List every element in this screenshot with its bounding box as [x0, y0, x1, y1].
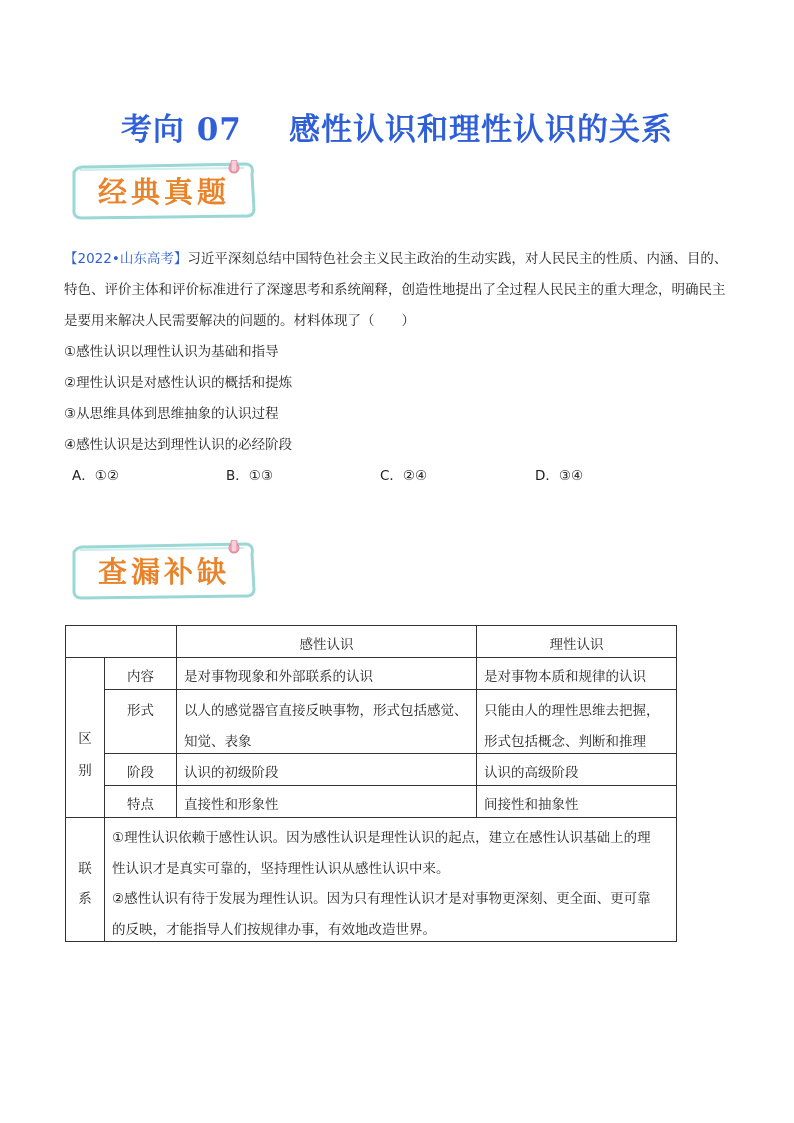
statement-4: ④感性认识是达到理性认识的必经阶段 [64, 437, 293, 453]
row-label-stage: 阶段 [127, 765, 154, 781]
cell-form-rational-line1: 只能由人的理性思维去把握， [484, 703, 660, 719]
relation-line-2: 性认识才是真实可靠的，坚持理性认识从感性认识中来。 [112, 861, 450, 877]
cell-content-perceptual: 是对事物现象和外部联系的认识 [184, 669, 373, 685]
question-source: 【2022•山东高考】 [64, 251, 188, 267]
banner-title-review: 查漏补缺 [98, 555, 231, 589]
choice-d[interactable]: D．③④ [535, 468, 584, 484]
cell-content-rational: 是对事物本质和规律的认识 [484, 669, 646, 685]
choice-a[interactable]: A．①② [72, 468, 119, 484]
statement-1: ①感性认识以理性认识为基础和指导 [64, 344, 279, 360]
relation-line-3: ②感性认识有待于发展为理性认识。因为只有理性认识才是对事物更深刻、更全面、更可靠 [112, 891, 651, 907]
table-header-perceptual: 感性认识 [299, 637, 354, 653]
page-title: 考向 07 感性认识和理性认识的关系 [120, 112, 674, 148]
group-label-difference-2: 别 [78, 763, 92, 779]
cell-stage-rational: 认识的高级阶段 [484, 765, 579, 781]
statement-3: ③从思维具体到思维抽象的认识过程 [64, 406, 279, 422]
table-header-rational: 理性认识 [549, 637, 604, 653]
cell-form-rational-line2: 形式包括概念、判断和推理 [484, 734, 646, 750]
cell-feature-rational: 间接性和抽象性 [484, 797, 579, 813]
cell-stage-perceptual: 认识的初级阶段 [184, 765, 279, 781]
cell-form-perceptual-line2: 知觉、表象 [184, 734, 252, 750]
row-label-feature: 特点 [127, 797, 154, 813]
relation-label-2: 系 [78, 891, 92, 907]
cell-feature-perceptual: 直接性和形象性 [184, 797, 279, 813]
banner-title-classic: 经典真题 [98, 175, 231, 209]
relation-line-1: ①理性认识依赖于感性认识。因为感性认识是理性认识的起点，建立在感性认识基础上的理 [112, 830, 651, 846]
row-label-content: 内容 [127, 669, 154, 685]
row-label-form: 形式 [127, 703, 154, 719]
cell-form-perceptual-line1: 以人的感觉器官直接反映事物，形式包括感觉、 [184, 703, 468, 719]
relation-label-1: 联 [78, 861, 92, 877]
choice-b[interactable]: B．①③ [226, 468, 273, 484]
question-text: 习近平深刻总结中国特色社会主义民主政治的生动实践，对人民民主的性质、内涵、目的、特色、评价主体和评价标准进行了深邃思考和系统阐释，创造性地提出了全过程人民民主的重大理念，明确民主是要用来解决人民需要解决的问题的。材料体现了（ ） [64, 251, 728, 329]
choice-c[interactable]: C．②④ [380, 468, 428, 484]
statement-2: ②理性认识是对感性认识的概括和提炼 [64, 375, 293, 391]
group-label-difference-1: 区 [78, 731, 92, 747]
relation-line-4: 的反映，才能指导人们按规律办事，有效地改造世界。 [112, 922, 436, 938]
